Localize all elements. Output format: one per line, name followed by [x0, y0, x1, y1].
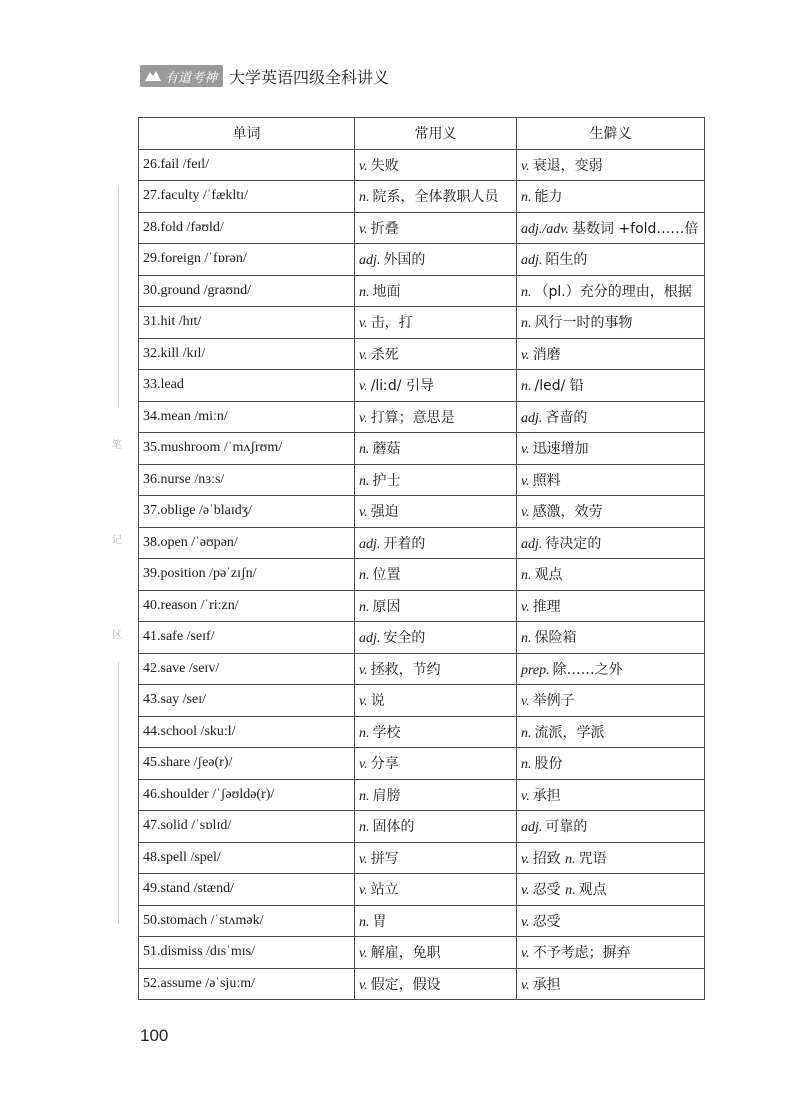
common-meaning-cell: [355, 937, 517, 969]
part-of-speech: v.: [521, 347, 530, 363]
part-of-speech: n.: [565, 851, 576, 867]
part-of-speech: adj.: [359, 253, 381, 269]
meaning-text: 失败: [370, 157, 399, 174]
meaning-text: 感激，效劳: [532, 504, 603, 521]
common-meaning-cell: [355, 559, 517, 591]
meaning-text: 杀死: [370, 346, 399, 363]
meaning-text: 肩膀: [372, 787, 401, 804]
part-of-speech: v.: [359, 410, 368, 426]
meaning-text: 保险箱: [534, 630, 577, 647]
notes-margin-line-top: [118, 186, 119, 408]
rare-meaning-cell: [517, 811, 705, 843]
notes-margin-char-1: 笔: [112, 440, 122, 451]
meaning-text: 照料: [532, 472, 561, 489]
part-of-speech: v.: [521, 442, 530, 458]
word-cell: 40.reason /ˈriːzn/: [139, 590, 355, 622]
common-meaning-cell: [355, 779, 517, 811]
word-cell: 42.save /seɪv/: [139, 653, 355, 685]
meaning-text: 不予考虑；摒弃: [532, 945, 631, 962]
part-of-speech: v.: [359, 158, 368, 174]
meaning-text: 安全的: [383, 630, 426, 647]
part-of-speech: n.: [359, 599, 370, 615]
part-of-speech: n.: [521, 757, 532, 773]
table-row: [139, 275, 705, 307]
meaning-text: 打算；意思是: [370, 409, 455, 426]
meaning-text: 举例子: [532, 693, 575, 710]
part-of-speech: prep.: [521, 662, 550, 678]
common-meaning-cell: [355, 307, 517, 339]
meaning-text: 除……之外: [552, 661, 623, 678]
part-of-speech: v.: [359, 662, 368, 678]
table-row: [139, 653, 705, 685]
table-row: [139, 307, 705, 339]
word-cell: 46.shoulder /ˈʃəʊldə(r)/: [139, 779, 355, 811]
part-of-speech: v.: [359, 946, 368, 962]
rare-meaning-cell: [517, 181, 705, 213]
part-of-speech: v.: [521, 694, 530, 710]
word-cell: 28.fold /fəʊld/: [139, 212, 355, 244]
notes-margin-char-3: 区: [112, 630, 122, 641]
part-of-speech: n.: [359, 284, 370, 300]
table-row: [139, 937, 705, 969]
table-row: [139, 464, 705, 496]
part-of-speech: v.: [521, 158, 530, 174]
table-row: [139, 716, 705, 748]
meaning-text: 固体的: [372, 819, 415, 836]
word-cell: 37.oblige /əˈblaɪdʒ/: [139, 496, 355, 528]
meaning-text: 外国的: [383, 252, 426, 269]
table-row: [139, 842, 705, 874]
meaning-text: 待决定的: [545, 535, 602, 552]
meaning-text: 护士: [372, 472, 401, 489]
meaning-text: （pl.）充分的理由，根据: [534, 283, 692, 300]
table-row: [139, 905, 705, 937]
common-meaning-cell: [355, 527, 517, 559]
meaning-text: 位置: [372, 567, 401, 584]
part-of-speech: adj.: [521, 410, 543, 426]
common-meaning-cell: [355, 874, 517, 906]
part-of-speech: v.: [521, 505, 530, 521]
meaning-text: 蘑菇: [372, 441, 401, 458]
rare-meaning-cell: [517, 307, 705, 339]
common-meaning-cell: [355, 622, 517, 654]
part-of-speech: n.: [359, 788, 370, 804]
part-of-speech: n.: [359, 568, 370, 584]
meaning-text: 地面: [372, 283, 401, 300]
common-meaning-cell: [355, 370, 517, 402]
meaning-text: 拼写: [370, 850, 399, 867]
part-of-speech: v.: [521, 851, 530, 867]
meaning-text: 忍受: [532, 882, 561, 899]
word-cell: 51.dismiss /dɪsˈmɪs/: [139, 937, 355, 969]
meaning-text: 解雇，免职: [370, 945, 441, 962]
word-cell: 29.foreign /ˈfɒrən/: [139, 244, 355, 276]
meaning-text: 基数词 +fold……倍: [571, 220, 699, 237]
meaning-text: 击，打: [370, 315, 413, 332]
part-of-speech: v.: [359, 221, 368, 237]
rare-meaning-cell: [517, 937, 705, 969]
part-of-speech: n.: [359, 914, 370, 930]
rare-meaning-cell: [517, 370, 705, 402]
meaning-text: 院系，全体教职人员: [372, 189, 499, 206]
meaning-text: 学校: [372, 724, 401, 741]
part-of-speech: v.: [521, 946, 530, 962]
table-row: [139, 559, 705, 591]
table-row: [139, 811, 705, 843]
word-cell: 45.share /ʃeə(r)/: [139, 748, 355, 780]
rare-meaning-cell: [517, 559, 705, 591]
part-of-speech: v.: [521, 914, 530, 930]
word-cell: 52.assume /əˈsjuːm/: [139, 968, 355, 1000]
rare-meaning-cell: [517, 779, 705, 811]
table-row: [139, 496, 705, 528]
part-of-speech: adj.: [521, 253, 543, 269]
part-of-speech: n.: [521, 284, 532, 300]
common-meaning-cell: [355, 149, 517, 181]
part-of-speech: v.: [359, 379, 368, 395]
table-header-row: [139, 118, 705, 150]
part-of-speech: v.: [521, 473, 530, 489]
meaning-text: 招致: [532, 850, 561, 867]
table-row: [139, 401, 705, 433]
rare-meaning-cell: [517, 590, 705, 622]
header-word: 单词: [139, 118, 355, 150]
common-meaning-cell: [355, 842, 517, 874]
book-title: 大学英语四级全科讲义: [229, 69, 390, 87]
common-meaning-cell: [355, 590, 517, 622]
table-row: [139, 527, 705, 559]
common-meaning-cell: [355, 244, 517, 276]
notes-margin-line-bottom: [118, 662, 119, 924]
rare-meaning-cell: [517, 401, 705, 433]
page-number: 100: [140, 1026, 169, 1045]
rare-meaning-cell: [517, 149, 705, 181]
meaning-text: 开着的: [383, 535, 426, 552]
meaning-text: 忍受: [532, 913, 561, 930]
part-of-speech: n.: [521, 568, 532, 584]
word-cell: 38.open /ˈəʊpən/: [139, 527, 355, 559]
part-of-speech: v.: [359, 977, 368, 993]
table-row: [139, 748, 705, 780]
part-of-speech: adj.: [521, 536, 543, 552]
common-meaning-cell: [355, 811, 517, 843]
word-cell: 39.position /pəˈzɪʃn/: [139, 559, 355, 591]
rare-meaning-cell: [517, 622, 705, 654]
meaning-text: 咒语: [578, 850, 607, 867]
word-cell: 32.kill /kɪl/: [139, 338, 355, 370]
word-cell: 43.say /seɪ/: [139, 685, 355, 717]
table-row: [139, 433, 705, 465]
common-meaning-cell: [355, 181, 517, 213]
rare-meaning-cell: [517, 905, 705, 937]
header-rare-meaning: 生僻义: [517, 118, 705, 150]
word-cell: 48.spell /spel/: [139, 842, 355, 874]
logo-text: 有道考神: [165, 69, 218, 85]
rare-meaning-cell: [517, 748, 705, 780]
part-of-speech: v.: [359, 851, 368, 867]
table-row: [139, 779, 705, 811]
meaning-text: 吝啬的: [545, 409, 588, 426]
word-cell: 47.solid /ˈsɒlɪd/: [139, 811, 355, 843]
rare-meaning-cell: [517, 244, 705, 276]
rare-meaning-cell: [517, 496, 705, 528]
common-meaning-cell: [355, 716, 517, 748]
word-cell: 35.mushroom /ˈmʌʃrʊm/: [139, 433, 355, 465]
meaning-text: 承担: [532, 976, 561, 993]
table-row: [139, 338, 705, 370]
meaning-text: 能力: [534, 189, 563, 206]
rare-meaning-cell: [517, 653, 705, 685]
part-of-speech: n.: [521, 379, 532, 395]
meaning-text: 拯救，节约: [370, 661, 441, 678]
meaning-text: 假定，假设: [370, 976, 441, 993]
meaning-text: 折叠: [370, 220, 399, 237]
table-row: [139, 370, 705, 402]
part-of-speech: n.: [359, 190, 370, 206]
meaning-text: 观点: [534, 567, 563, 584]
rare-meaning-cell: [517, 968, 705, 1000]
common-meaning-cell: [355, 748, 517, 780]
rare-meaning-cell: [517, 685, 705, 717]
part-of-speech: n.: [565, 883, 576, 899]
table-row: [139, 149, 705, 181]
part-of-speech: n.: [521, 190, 532, 206]
part-of-speech: v.: [359, 505, 368, 521]
word-cell: 41.safe /seɪf/: [139, 622, 355, 654]
meaning-text: 原因: [372, 598, 401, 615]
part-of-speech: v.: [359, 883, 368, 899]
part-of-speech: n.: [359, 473, 370, 489]
rare-meaning-cell: [517, 275, 705, 307]
meaning-text: 陌生的: [545, 252, 588, 269]
table-row: [139, 212, 705, 244]
word-cell: 31.hit /hɪt/: [139, 307, 355, 339]
meaning-text: 承担: [532, 787, 561, 804]
part-of-speech: v.: [359, 316, 368, 332]
vocabulary-table: [138, 117, 705, 1000]
header-common-meaning: 常用义: [355, 118, 517, 150]
table-row: [139, 622, 705, 654]
meaning-text: 说: [370, 693, 385, 710]
meaning-text: 分享: [370, 756, 399, 773]
part-of-speech: adj./adv.: [521, 221, 569, 237]
meaning-text: 推理: [532, 598, 561, 615]
meaning-text: /led/ 铅: [534, 378, 584, 395]
page-header: [140, 64, 389, 88]
table-row: [139, 874, 705, 906]
meaning-text: 胃: [372, 913, 387, 930]
table-body: [139, 149, 705, 1000]
word-cell: 33.lead: [139, 370, 355, 402]
part-of-speech: n.: [521, 316, 532, 332]
common-meaning-cell: [355, 685, 517, 717]
brand-logo: [140, 65, 223, 87]
part-of-speech: n.: [521, 631, 532, 647]
word-cell: 50.stomach /ˈstʌmək/: [139, 905, 355, 937]
word-cell: 34.mean /miːn/: [139, 401, 355, 433]
common-meaning-cell: [355, 968, 517, 1000]
rare-meaning-cell: [517, 842, 705, 874]
table-row: [139, 181, 705, 213]
part-of-speech: v.: [521, 788, 530, 804]
part-of-speech: adj.: [359, 631, 381, 647]
common-meaning-cell: [355, 653, 517, 685]
common-meaning-cell: [355, 212, 517, 244]
rare-meaning-cell: [517, 338, 705, 370]
common-meaning-cell: [355, 464, 517, 496]
common-meaning-cell: [355, 338, 517, 370]
rare-meaning-cell: [517, 527, 705, 559]
rare-meaning-cell: [517, 464, 705, 496]
table-row: [139, 685, 705, 717]
table-row: [139, 590, 705, 622]
meaning-text: 迅速增加: [532, 441, 589, 458]
common-meaning-cell: [355, 433, 517, 465]
common-meaning-cell: [355, 905, 517, 937]
part-of-speech: n.: [521, 725, 532, 741]
word-cell: 26.fail /feɪl/: [139, 149, 355, 181]
word-cell: 30.ground /graʊnd/: [139, 275, 355, 307]
meaning-text: 流派，学派: [534, 724, 605, 741]
rare-meaning-cell: [517, 874, 705, 906]
part-of-speech: adj.: [521, 820, 543, 836]
rare-meaning-cell: [517, 433, 705, 465]
meaning-text: 强迫: [370, 504, 399, 521]
part-of-speech: adj.: [359, 536, 381, 552]
part-of-speech: n.: [359, 442, 370, 458]
meaning-text: 风行一时的事物: [534, 315, 633, 332]
part-of-speech: v.: [521, 977, 530, 993]
word-cell: 36.nurse /nɜːs/: [139, 464, 355, 496]
word-cell: 49.stand /stænd/: [139, 874, 355, 906]
meaning-text: 站立: [370, 882, 399, 899]
meaning-text: 衰退，变弱: [532, 157, 603, 174]
meaning-text: 观点: [578, 882, 607, 899]
meaning-text: 消磨: [532, 346, 561, 363]
rare-meaning-cell: [517, 716, 705, 748]
rare-meaning-cell: [517, 212, 705, 244]
common-meaning-cell: [355, 401, 517, 433]
part-of-speech: v.: [521, 599, 530, 615]
meaning-text: /liːd/ 引导: [370, 378, 434, 395]
mascot-icon: [144, 69, 162, 83]
meaning-text: 可靠的: [545, 819, 588, 836]
table-row: [139, 244, 705, 276]
common-meaning-cell: [355, 275, 517, 307]
common-meaning-cell: [355, 496, 517, 528]
part-of-speech: n.: [359, 820, 370, 836]
meaning-text: 股份: [534, 756, 563, 773]
part-of-speech: v.: [521, 883, 530, 899]
notes-margin-char-2: 记: [112, 535, 122, 546]
part-of-speech: n.: [359, 725, 370, 741]
word-cell: 44.school /skuːl/: [139, 716, 355, 748]
part-of-speech: v.: [359, 757, 368, 773]
word-cell: 27.faculty /ˈfækltɪ/: [139, 181, 355, 213]
table-row: [139, 968, 705, 1000]
part-of-speech: v.: [359, 694, 368, 710]
part-of-speech: v.: [359, 347, 368, 363]
